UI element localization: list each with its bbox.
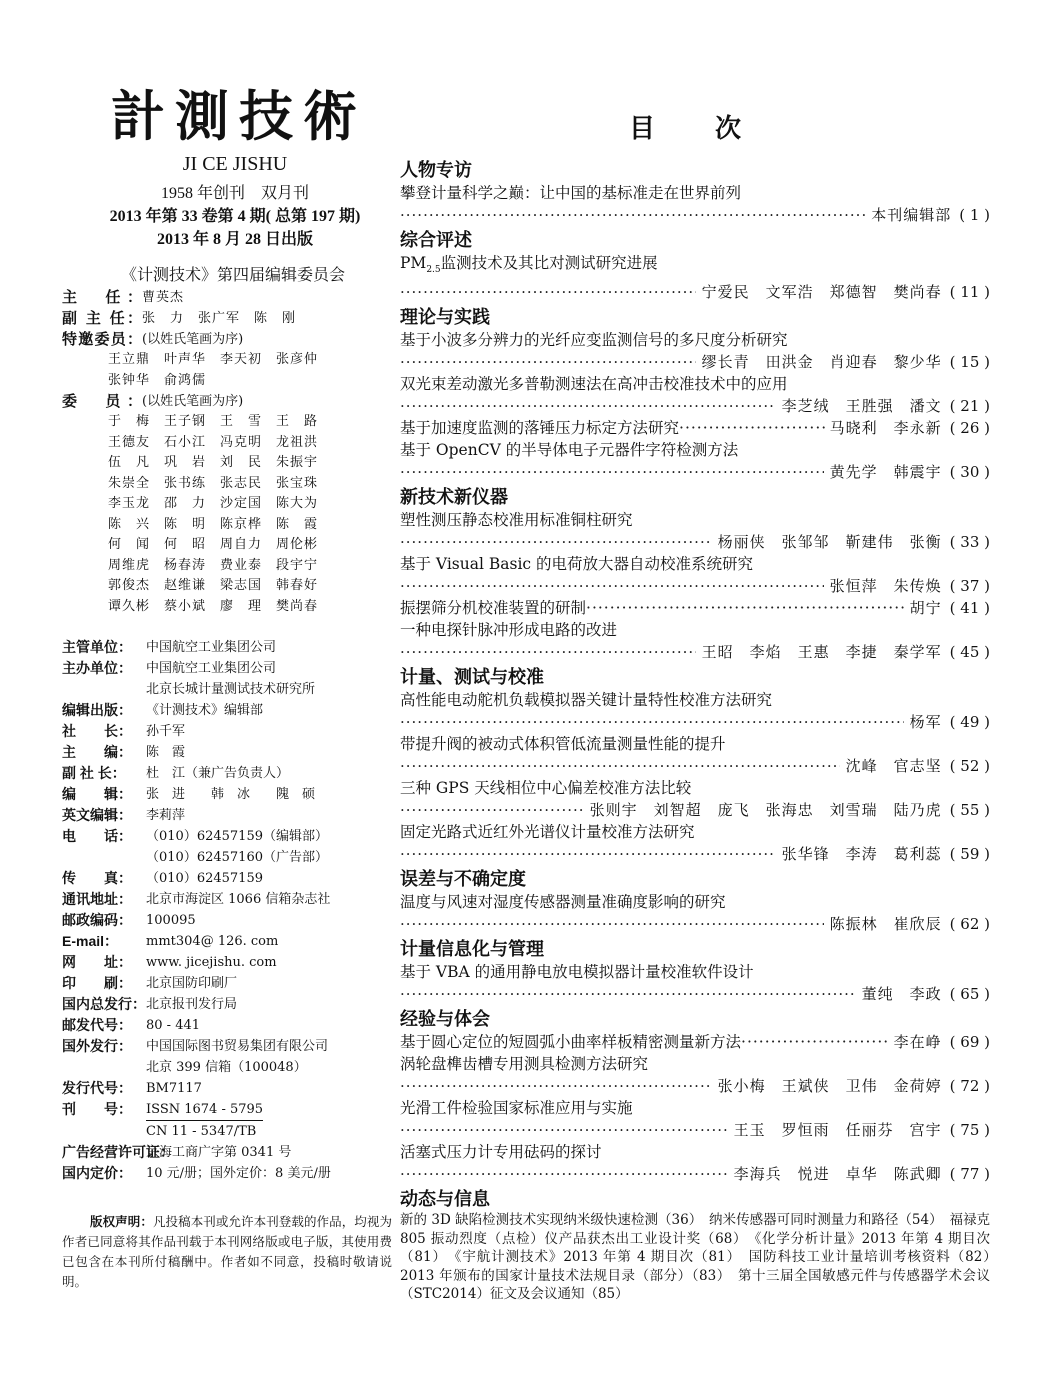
staff-value-line: 孙千军: [146, 724, 186, 739]
leader-dots: [400, 1163, 728, 1185]
staff-value-line: 北京报刊发行局: [146, 997, 238, 1012]
leader-dots: [400, 755, 840, 777]
article-page: ( 59 ): [949, 845, 990, 864]
article-authors: 杨军: [909, 713, 942, 732]
toc-article: [400, 509, 990, 553]
staff-value-line: 北京 399 信箱（100048）: [146, 1060, 307, 1075]
staff-row: [62, 742, 398, 763]
staff-row: [62, 1163, 398, 1184]
staff-value-line: 10 元/册；国外定价：8 美元/册: [146, 1166, 331, 1181]
toc-article-line: [400, 755, 990, 777]
toc-section-heading: 综合评述: [400, 230, 472, 250]
staff-value-line: 中国航空工业集团公司: [146, 640, 277, 655]
staff-label: 刊 号：: [62, 1101, 132, 1117]
board-chief-name: 曹英杰: [142, 290, 185, 305]
leader-dots: [400, 281, 696, 303]
copyright-label: 版权声明：: [90, 1215, 153, 1229]
staff-row: [62, 1142, 398, 1163]
board-chief-label: 主 任：: [62, 289, 142, 306]
board-vice-label: 副 主 任：: [62, 310, 142, 327]
toc-article-line: [400, 417, 990, 439]
board-special-names: [62, 350, 398, 391]
toc-article: [400, 891, 990, 935]
toc-article-line: [400, 531, 990, 553]
toc-article-line: [400, 983, 990, 1005]
leader-dots: [400, 843, 776, 865]
article-page: ( 77 ): [949, 1165, 990, 1184]
founded-info: 1958 年创刊 双月刊: [160, 185, 309, 202]
staff-row: [62, 1099, 398, 1142]
staff-row: [62, 952, 398, 973]
article-authors: 李在峥: [893, 1033, 942, 1052]
staff-value: [146, 931, 278, 952]
board-member-line: 何 闻 何 昭 周自力 周伦彬: [108, 537, 319, 552]
toc-article-line: [400, 799, 990, 821]
staff-value: [146, 805, 185, 826]
board-member-line: 郭俊杰 赵维谦 梁志国 韩春好: [108, 578, 319, 593]
leader-dots: [400, 575, 824, 597]
toc-body: [400, 158, 1004, 1304]
article-authors: 沈峰 官志坚: [845, 757, 942, 776]
toc-article-line: [400, 711, 990, 733]
article-page: ( 11 ): [949, 283, 990, 302]
staff-label: 传 真：: [62, 870, 132, 886]
staff-value: [146, 868, 263, 889]
staff-value-line: BM7117: [146, 1081, 202, 1096]
staff-value: [146, 1078, 202, 1099]
staff-label: 印 刷：: [62, 975, 132, 991]
board-member-line: 周维虎 杨春涛 费业泰 段宇宁: [108, 557, 319, 573]
leader-dots: [400, 799, 584, 821]
article-page: ( 72 ): [949, 1077, 990, 1096]
staff-row: [62, 721, 398, 742]
article-title: 光滑工件检验国家标准应用与实施: [400, 1099, 633, 1118]
board-title: 《计测技术》第四届编辑委员会: [120, 267, 345, 284]
article-title: 三种 GPS 天线相位中心偏差校准方法比较: [400, 779, 692, 798]
article-title: 高性能电动舵机负载模拟器关键计量特性校准方法研究: [400, 691, 773, 710]
board-member-line: 王德友 石小江 冯克明 龙祖洪: [108, 434, 319, 450]
staff-value: [146, 1036, 328, 1078]
staff-label: 广告经营许可证：: [62, 1144, 174, 1160]
copyright-text: 凡投稿本刊或允许本刊登载的作品，均视为作者已同意将其作品刊载于本刊网络版或电子版，其使用费已包含在本刊所付稿酬中。作者如不同意，投稿时敬请说明。: [62, 1214, 392, 1289]
staff-row: [62, 931, 398, 952]
staff-label: 英文编辑：: [62, 807, 132, 823]
board-special-line: 王立鼎 叶声华 李天初 张彦仲: [108, 352, 319, 367]
article-authors: 王玉 罗恒雨 任丽芬 宫宇: [733, 1121, 942, 1140]
board-member-names: [62, 412, 398, 617]
article-authors: 张则宇 刘智超 庞飞 张海忠 刘雪瑞 陆乃虎: [589, 801, 942, 820]
toc-article-line: [400, 461, 990, 483]
toc-article-line: [400, 641, 990, 663]
staff-value-line: 京海工商广字第 0341 号: [146, 1145, 292, 1160]
staff-row: [62, 1078, 398, 1099]
article-page: ( 33 ): [949, 533, 990, 552]
staff-row: [62, 994, 398, 1015]
toc-article: [400, 417, 990, 439]
staff-label: 国内总发行：: [62, 996, 146, 1012]
article-title: 塑性测压静态校准用标准铜柱研究: [400, 511, 633, 530]
article-page: ( 15 ): [949, 353, 990, 372]
staff-value: [146, 700, 263, 721]
issue-info: 2013 年第 33 卷第 4 期( 总第 197 期): [109, 208, 361, 225]
leader-dots: [400, 204, 865, 226]
leader-dots: [400, 461, 824, 483]
article-page: ( 21 ): [949, 397, 990, 416]
staff-row: [62, 637, 398, 658]
toc-section-heading: 动态与信息: [400, 1189, 490, 1210]
leader-dots: [400, 531, 712, 553]
toc-article: [400, 252, 990, 303]
toc-section-heading: 误差与不确定度: [400, 869, 526, 890]
staff-row: [62, 1015, 398, 1036]
toc-article-line: [400, 204, 990, 226]
article-title: 一种电探针脉冲形成电路的改进: [400, 621, 618, 640]
toc-article-line: [400, 1031, 990, 1053]
board-member-line: 伍 凡 巩 岩 刘 民 朱振宇: [108, 455, 319, 470]
publish-date: 2013 年 8 月 28 日出版: [156, 231, 313, 248]
toc-section-heading: 经验与体会: [400, 1009, 490, 1030]
article-authors: 王昭 李焰 王惠 李捷 秦学军: [701, 643, 942, 662]
article-title: $PM_{2.5}$监测技术及其比对测试研究进展: [400, 254, 658, 276]
staff-value-line: 杜 江（兼广告负责人）: [146, 766, 290, 781]
toc-article: [400, 733, 990, 777]
staff-value-line: 李莉萍: [146, 808, 186, 823]
staff-row: [62, 868, 398, 889]
staff-row: [62, 889, 398, 910]
staff-label: 主管单位：: [62, 639, 132, 655]
staff-value-line: 100095: [146, 913, 196, 928]
article-authors: 陈振林 崔欣辰: [829, 915, 942, 934]
copyright-notice: [62, 1212, 392, 1292]
leader-dots: [586, 597, 906, 619]
staff-value: [146, 784, 315, 805]
article-title: 基于小波多分辨力的光纤应变监测信号的多尺度分析研究: [400, 331, 788, 350]
staff-row: [62, 826, 398, 868]
staff-value: [146, 763, 289, 784]
staff-label: 网 址：: [62, 954, 132, 970]
staff-value: [146, 742, 185, 763]
staff-value-line: CN 11 - 5347/TB: [146, 1124, 257, 1139]
staff-value: [146, 1142, 291, 1163]
staff-value: [146, 973, 237, 994]
board-member-line: 于 梅 王子钢 王 雪 王 路: [108, 414, 319, 429]
article-page: ( 1 ): [959, 206, 990, 224]
toc-article: [400, 961, 990, 1005]
leader-dots: [741, 1031, 890, 1053]
article-title: 基于 VBA 的通用静电放电模拟器计量校准软件设计: [400, 963, 754, 982]
board-member-line: 李玉龙 邵 力 沙定国 陈大为: [108, 496, 319, 511]
staff-value: [146, 721, 185, 742]
article-title: 基于 OpenCV 的半导体电子元器件字符检测方法: [400, 441, 739, 460]
article-authors: 李海兵 悦进 卓华 陈武卿: [733, 1165, 942, 1184]
toc-article-line: [400, 1075, 990, 1097]
staff-value-line: （010）62457159: [146, 871, 263, 886]
staff-value-line: 中国航空工业集团公司: [146, 661, 277, 676]
article-page: ( 49 ): [949, 713, 990, 732]
staff-label: 编 辑：: [62, 786, 132, 802]
staff-label: 主 编：: [62, 744, 132, 760]
article-page: ( 65 ): [949, 985, 990, 1004]
toc-article: [400, 1097, 990, 1141]
board-special-label: 特邀委员：: [62, 331, 142, 348]
staff-label: 邮政编码：: [62, 912, 132, 928]
staff-label: 编辑出版：: [62, 702, 132, 718]
board-member-line: 谭久彬 蔡小斌 廖 理 樊尚春: [108, 598, 319, 614]
article-authors: 张恒萍 朱传焕: [829, 577, 942, 596]
toc-article: [400, 619, 990, 663]
staff-value-line: 北京长城计量测试技术研究所: [146, 682, 316, 697]
board-special: [62, 329, 398, 350]
article-authors: 宁爱民 文军浩 郑德智 樊尚春: [701, 283, 942, 302]
toc-article: [400, 553, 990, 597]
board-member-line: 陈 兴 陈 明 陈京桦 陈 霞: [108, 516, 319, 532]
leader-dots: [400, 641, 696, 663]
article-title: 固定光路式近红外光谱仪计量校准方法研究: [400, 823, 695, 842]
article-title: 基于圆心定位的短圆弧小曲率样板精密测量新方法: [400, 1033, 742, 1052]
masthead-column: [62, 84, 398, 1292]
staff-row: [62, 805, 398, 826]
toc-article-line: [400, 1119, 990, 1141]
staff-row: [62, 700, 398, 721]
article-page: ( 30 ): [949, 463, 990, 482]
staff-value: [146, 658, 315, 700]
staff-row: [62, 784, 398, 805]
board-members-note: (以姓氏笔画为序): [142, 394, 244, 409]
toc-section-heading: 人物专访: [400, 160, 472, 180]
toc-section-heading: 理论与实践: [400, 307, 490, 328]
article-authors: 胡宁: [909, 599, 942, 618]
news-items: 新的 3D 缺陷检测技术实现纳米级快速检测（36） 纳米传感器可同时测量力和路径（54） 福禄克 805 振动烈度（点检）仪产品获杰出工业设计奖（68） 《化学分析计量》2013 年第 4 期目次（81） 《宇航计测技术》2013 年第 4 期目次（81） 国防科技工业计量培训考核资料（82） 2013 年颁布的国家计量技术法规目录（部分）（83） 第十三届全国敏感元件与传感器学术会议（STC2014）征文及会议通知（85）: [400, 1212, 1004, 1303]
toc-article-line: [400, 395, 990, 417]
leader-dots: [679, 417, 826, 439]
staff-label: 邮发代号：: [62, 1017, 132, 1033]
leader-dots: [400, 351, 696, 373]
staff-value-line: 80 - 441: [146, 1018, 201, 1033]
article-page: ( 75 ): [949, 1121, 990, 1140]
publication-staff: [62, 637, 398, 1184]
toc-article: [400, 689, 990, 733]
staff-row: [62, 763, 398, 784]
staff-value-line: 《计测技术》编辑部: [146, 703, 264, 718]
toc-article-line: [400, 1163, 990, 1185]
toc-title: 目次: [628, 113, 801, 143]
toc-article: [400, 1141, 990, 1185]
board-special-note: (以姓氏笔画为序): [142, 332, 244, 347]
article-page: ( 52 ): [949, 757, 990, 776]
staff-value: [146, 1099, 263, 1142]
staff-label: E-mail：: [62, 933, 119, 949]
journal-masthead: 計測技術: [111, 84, 367, 148]
toc-section-heading: 新技术新仪器: [400, 487, 508, 508]
staff-label: 通讯地址：: [62, 891, 132, 907]
article-page: ( 26 ): [949, 419, 990, 438]
board-special-line: 张钟华 俞鸿儒: [108, 372, 207, 388]
article-page: ( 62 ): [949, 915, 990, 934]
staff-value: [146, 952, 277, 973]
article-authors: 马晓利 李永新: [829, 419, 942, 438]
toc-article: [400, 1053, 990, 1097]
toc-article: [400, 373, 990, 417]
article-title: 涡轮盘榫齿槽专用测具检测方法研究: [400, 1055, 649, 1074]
staff-label: 社 长：: [62, 723, 132, 739]
staff-value-line: ISSN 1674 - 5795: [146, 1099, 263, 1121]
article-page: ( 55 ): [949, 801, 990, 820]
toc-article: [400, 821, 990, 865]
staff-value: [146, 889, 330, 910]
board-chief: [62, 287, 398, 308]
toc-article-line: [400, 843, 990, 865]
staff-label: 副 社 长：: [62, 765, 126, 781]
staff-value: [146, 826, 328, 868]
article-title: 活塞式压力计专用砝码的探讨: [400, 1143, 602, 1162]
staff-label: 国外发行：: [62, 1038, 132, 1054]
article-title: 双光束差动激光多普勒测速法在高冲击校准技术中的应用: [400, 375, 788, 394]
staff-label: 发行代号：: [62, 1080, 132, 1096]
toc-article: [400, 329, 990, 373]
article-page: ( 69 ): [949, 1033, 990, 1052]
staff-value: [146, 637, 276, 658]
staff-value: [146, 1015, 200, 1036]
article-authors: 李芝绒 王胜强 潘文: [781, 397, 942, 416]
toc-article: [400, 182, 990, 226]
leader-dots: [400, 395, 776, 417]
staff-label: 国内定价：: [62, 1165, 132, 1181]
staff-value-line: （010）62457159（编辑部）: [146, 829, 328, 844]
leader-dots: [400, 711, 904, 733]
article-title: 基于加速度监测的落锤压力标定方法研究: [400, 419, 680, 438]
staff-value-line: mmt304@ 126. com: [146, 934, 279, 949]
staff-value-line: 张 进 韩 冰 隗 硕: [146, 787, 316, 802]
journal-pinyin: JI CE JISHU: [182, 153, 288, 175]
article-page: ( 45 ): [949, 643, 990, 662]
toc-article-line: [400, 913, 990, 935]
article-title: 基于 Visual Basic 的电荷放大器自动校准系统研究: [400, 555, 754, 574]
staff-value-line: www. jicejishu. com: [146, 955, 277, 970]
toc-section-heading: 计量信息化与管理: [400, 939, 544, 960]
article-authors: 缪长青 田洪金 肖迎春 黎少华: [701, 353, 942, 372]
toc-article: [400, 1031, 990, 1053]
toc-article: [400, 777, 990, 821]
staff-row: [62, 910, 398, 931]
staff-value-line: （010）62457160（广告部）: [146, 850, 328, 865]
article-page: ( 41 ): [949, 599, 990, 618]
board-members-label: 委 员：: [62, 393, 142, 410]
toc-article: [400, 597, 990, 619]
staff-value-line: 北京市海淀区 1066 信箱杂志社: [146, 892, 331, 907]
leader-dots: [400, 1075, 712, 1097]
staff-row: [62, 973, 398, 994]
staff-row: [62, 1036, 398, 1078]
leader-dots: [400, 1119, 728, 1141]
staff-label: 主办单位：: [62, 660, 132, 676]
staff-value-line: 中国国际图书贸易集团有限公司: [146, 1039, 329, 1054]
board-members: [62, 391, 398, 412]
board-vice-names: 张 力 张广军 陈 刚: [142, 311, 297, 326]
article-authors: 黄先学 韩震宇: [829, 463, 942, 482]
article-authors: 本刊编辑部: [871, 206, 952, 224]
staff-row: [62, 658, 398, 700]
table-of-contents: [400, 108, 1004, 1304]
article-authors: 张华锋 李涛 葛利蕊: [781, 845, 942, 864]
article-title: 带提升阀的被动式体积管低流量测量性能的提升: [400, 735, 726, 754]
toc-article-line: [400, 281, 990, 303]
article-title: 攀登计量科学之巅：让中国的基标准走在世界前列: [400, 184, 742, 202]
staff-value: [146, 994, 237, 1015]
staff-value-line: 陈 霞: [146, 745, 186, 760]
board-member-line: 朱崇全 张书练 张志民 张宝珠: [108, 475, 319, 491]
subscript-2-5: 2.5: [426, 265, 441, 276]
staff-label: 电 话：: [62, 828, 132, 844]
article-title: 振摆筛分机校准装置的研制: [400, 599, 587, 618]
staff-value-line: 北京国防印刷厂: [146, 976, 238, 991]
toc-article-line: [400, 575, 990, 597]
article-page: ( 37 ): [949, 577, 990, 596]
toc-article-line: [400, 597, 990, 619]
staff-value: [146, 1163, 331, 1184]
article-authors: 董纯 李政: [861, 985, 942, 1004]
leader-dots: [400, 983, 856, 1005]
article-authors: 杨丽侠 张邹邹 靳建伟 张衡: [717, 533, 942, 552]
article-authors: 张小梅 王斌侠 卫伟 金荷婷: [717, 1077, 942, 1096]
toc-section-heading: 计量、测试与校准: [400, 667, 544, 688]
article-title: 温度与风速对湿度传感器测量准确度影响的研究: [400, 893, 726, 912]
toc-article-line: [400, 351, 990, 373]
toc-article: [400, 439, 990, 483]
staff-value: [146, 910, 196, 931]
board-vice: [62, 308, 398, 329]
leader-dots: [400, 913, 824, 935]
